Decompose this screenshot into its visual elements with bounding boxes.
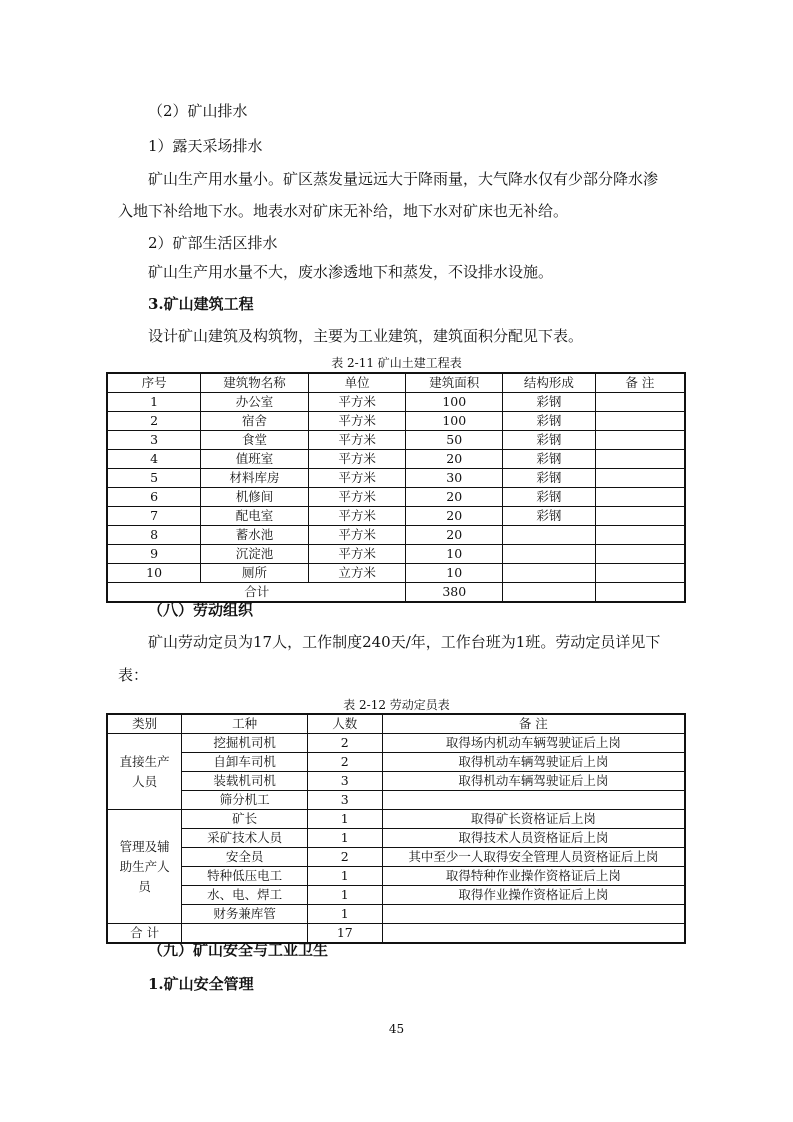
table-header-cell: 序号 — [107, 373, 201, 393]
table-cell: 平方米 — [308, 526, 406, 545]
table-cell: 平方米 — [308, 545, 406, 564]
table-cell: 2 — [307, 753, 382, 772]
subheading-living-area-drainage: 2）矿部生活区排水 — [148, 234, 278, 252]
table-row — [107, 753, 685, 772]
table-cell: 2 — [107, 412, 201, 431]
table-cell: 平方米 — [308, 469, 406, 488]
table-cell: 30 — [406, 469, 503, 488]
table-cell: 1 — [307, 905, 382, 924]
table-row — [107, 772, 685, 791]
table-header-cell: 备 注 — [595, 373, 685, 393]
table-cell: 彩钢 — [503, 469, 596, 488]
table-row — [107, 488, 685, 507]
table-header-cell: 备 注 — [382, 714, 685, 734]
table-cell: 平方米 — [308, 488, 406, 507]
table-cell — [595, 526, 685, 545]
table-cell: 10 — [406, 564, 503, 583]
table-cell — [382, 791, 685, 810]
table-row — [107, 867, 685, 886]
table-cell: 筛分机工 — [182, 791, 308, 810]
table-cell: 挖掘机司机 — [182, 734, 308, 753]
paragraph-line: 矿山劳动定员为17人，工作制度240天/年，工作台班为1班。劳动定员详见下 — [148, 633, 661, 651]
table-cell: 平方米 — [308, 431, 406, 450]
staffing-table — [106, 713, 686, 944]
table-header-cell: 单位 — [308, 373, 406, 393]
table-cell — [382, 905, 685, 924]
paragraph-line: 矿山生产用水量小。矿区蒸发量远远大于降雨量，大气降水仅有少部分降水渗 — [148, 170, 659, 188]
table-cell: 厕所 — [201, 564, 309, 583]
table-row — [107, 469, 685, 488]
table-cell: 2 — [307, 734, 382, 753]
table-cell: 2 — [307, 848, 382, 867]
table-row — [107, 545, 685, 564]
paragraph-line: 设计矿山建筑及构筑物，主要为工业建筑，建筑面积分配见下表。 — [148, 327, 584, 345]
table-cell — [503, 545, 596, 564]
table-cell: 立方米 — [308, 564, 406, 583]
table-cell: 平方米 — [308, 507, 406, 526]
table-cell: 彩钢 — [503, 393, 596, 412]
table-row — [107, 564, 685, 583]
table-row — [107, 829, 685, 848]
section-heading-labor: （八）劳动组织 — [148, 601, 254, 619]
table-cell: 财务兼库管 — [182, 905, 308, 924]
total-value-cell: 380 — [406, 583, 503, 603]
table-cell: 100 — [406, 412, 503, 431]
table-cell: 1 — [307, 867, 382, 886]
table-header-cell: 建筑面积 — [406, 373, 503, 393]
table-cell: 10 — [406, 545, 503, 564]
table-cell: 彩钢 — [503, 431, 596, 450]
total-value-cell: 17 — [307, 924, 382, 944]
subheading-safety-management: 1.矿山安全管理 — [148, 975, 254, 993]
table-cell: 彩钢 — [503, 412, 596, 431]
table-header-cell: 建筑物名称 — [201, 373, 309, 393]
table-cell — [503, 583, 596, 603]
table-cell: 食堂 — [201, 431, 309, 450]
table-cell: 4 — [107, 450, 201, 469]
table-cell: 8 — [107, 526, 201, 545]
total-label-cell: 合计 — [107, 583, 406, 603]
table-row — [107, 905, 685, 924]
table-row — [107, 431, 685, 450]
table-cell: 其中至少一人取得安全管理人员资格证后上岗 — [382, 848, 685, 867]
table-cell: 沉淀池 — [201, 545, 309, 564]
table-cell: 9 — [107, 545, 201, 564]
table-header-cell: 类别 — [107, 714, 182, 734]
table-cell: 取得机动车辆驾驶证后上岗 — [382, 753, 685, 772]
table-row — [107, 886, 685, 905]
table-cell: 5 — [107, 469, 201, 488]
table-cell — [595, 564, 685, 583]
total-label-cell: 合 计 — [107, 924, 182, 944]
table-cell: 20 — [406, 450, 503, 469]
table-cell — [595, 412, 685, 431]
table-cell — [595, 583, 685, 603]
table-cell — [595, 469, 685, 488]
table-cell: 1 — [307, 886, 382, 905]
table-row — [107, 393, 685, 412]
table-cell: 彩钢 — [503, 507, 596, 526]
paragraph-line: 矿山生产用水量不大，废水渗透地下和蒸发，不设排水设施。 — [148, 263, 554, 281]
table-cell — [595, 393, 685, 412]
category-cell: 直接生产人员 — [107, 734, 182, 810]
table-cell: 平方米 — [308, 393, 406, 412]
table-cell: 矿长 — [182, 810, 308, 829]
table-row — [107, 507, 685, 526]
table-cell: 水、电、焊工 — [182, 886, 308, 905]
table-row — [107, 791, 685, 810]
table-cell: 10 — [107, 564, 201, 583]
table-cell: 取得作业操作资格证后上岗 — [382, 886, 685, 905]
table-cell — [595, 450, 685, 469]
table-cell: 机修间 — [201, 488, 309, 507]
table-cell: 20 — [406, 507, 503, 526]
table-caption: 表 2-12 劳动定员表 — [343, 698, 450, 712]
table-header-row — [107, 714, 685, 734]
table-cell: 特种低压电工 — [182, 867, 308, 886]
table-cell: 3 — [307, 772, 382, 791]
table-cell — [503, 564, 596, 583]
table-cell: 3 — [307, 791, 382, 810]
paragraph-line: 入地下补给地下水。地表水对矿床无补给，地下水对矿床也无补给。 — [118, 202, 569, 220]
table-cell: 材料库房 — [201, 469, 309, 488]
table-header-cell: 结构形成 — [503, 373, 596, 393]
table-cell: 50 — [406, 431, 503, 450]
table-cell: 7 — [107, 507, 201, 526]
table-row — [107, 412, 685, 431]
table-cell: 装载机司机 — [182, 772, 308, 791]
table-cell: 平方米 — [308, 412, 406, 431]
table-cell: 采矿技术人员 — [182, 829, 308, 848]
table-cell: 1 — [307, 810, 382, 829]
table-cell: 安全员 — [182, 848, 308, 867]
table-cell — [595, 507, 685, 526]
construction-table — [106, 372, 686, 603]
table-caption: 表 2-11 矿山土建工程表 — [331, 356, 462, 370]
table-cell: 取得机动车辆驾驶证后上岗 — [382, 772, 685, 791]
table-cell: 3 — [107, 431, 201, 450]
table-cell: 6 — [107, 488, 201, 507]
table-cell: 取得矿长资格证后上岗 — [382, 810, 685, 829]
table-cell: 1 — [307, 829, 382, 848]
table-cell — [382, 924, 685, 944]
page-number: 45 — [388, 1022, 405, 1036]
section-heading-construction: 3.矿山建筑工程 — [148, 295, 254, 313]
table-row — [107, 450, 685, 469]
table-header-cell: 工种 — [182, 714, 308, 734]
category-cell: 管理及辅助生产人员 — [107, 810, 182, 924]
table-cell — [503, 526, 596, 545]
table-cell: 自卸车司机 — [182, 753, 308, 772]
table-cell: 平方米 — [308, 450, 406, 469]
table-cell: 值班室 — [201, 450, 309, 469]
subheading-pit-drainage: 1）露天采场排水 — [148, 137, 263, 155]
paragraph-line: 表： — [118, 666, 149, 684]
table-row — [107, 848, 685, 867]
table-row — [107, 810, 685, 829]
table-cell — [595, 488, 685, 507]
table-cell: 100 — [406, 393, 503, 412]
table-cell: 配电室 — [201, 507, 309, 526]
table-cell: 20 — [406, 526, 503, 545]
table-cell: 取得技术人员资格证后上岗 — [382, 829, 685, 848]
table-cell: 取得特种作业操作资格证后上岗 — [382, 867, 685, 886]
table-cell: 办公室 — [201, 393, 309, 412]
table-cell: 1 — [107, 393, 201, 412]
table-header-row — [107, 373, 685, 393]
section-heading-safety: （九）矿山安全与工业卫生 — [148, 941, 329, 959]
table-row — [107, 526, 685, 545]
table-cell — [595, 431, 685, 450]
table-cell: 蓄水池 — [201, 526, 309, 545]
table-cell: 20 — [406, 488, 503, 507]
table-cell: 取得场内机动车辆驾驶证后上岗 — [382, 734, 685, 753]
table-cell: 彩钢 — [503, 488, 596, 507]
table-cell: 彩钢 — [503, 450, 596, 469]
table-cell: 宿舍 — [201, 412, 309, 431]
table-cell — [595, 545, 685, 564]
table-header-cell: 人数 — [307, 714, 382, 734]
section-heading-drainage: （2）矿山排水 — [148, 102, 248, 120]
table-row — [107, 734, 685, 753]
